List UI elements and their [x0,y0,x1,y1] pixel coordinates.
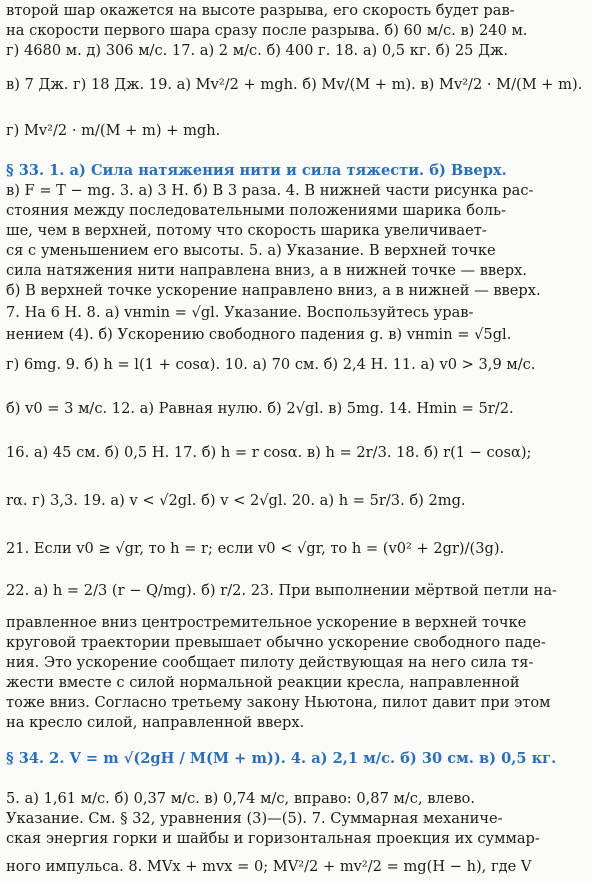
text-line: г) 6mg. 9. б) h = l(1 + cosα). 10. а) 70 см. б) 2,4 Н. 11. а) v0 > 3,9 м/с. [6,356,536,373]
text-line: на кресло силой, направленной вверх. [6,714,305,731]
text-line: ше, чем в верхней, потому что скорость шарика увеличивает- [6,222,487,239]
text-line: rα. г) 3,3. 19. а) v < √2gl. б) v < 2√gl. 20. а) h = 5r/3. б) 2mg. [6,492,466,509]
text-line: ся с уменьшением его высоты. 5. а) Указание. В верхней точке [6,242,496,259]
text-line: 16. а) 45 см. б) 0,5 Н. 17. б) h = r cosα. в) h = 2r/3. 18. б) r(1 − cosα); [6,444,532,461]
text-line: тоже вниз. Согласно третьему закону Ньютона, пилот давит при этом [6,694,551,711]
text-line: второй шар окажется на высоте разрыва, его скорость будет рав- [6,2,515,19]
text-line: 22. а) h = 2/3 (r − Q/mg). б) r/2. 23. При выполнении мёртвой петли на- [6,582,557,599]
text-line: в) F = T − mg. 3. а) 3 Н. б) В 3 раза. 4. В нижней части рисунка рас- [6,182,534,199]
text-line: нением (4). б) Ускорению свободного падения g. в) vнmin = √5gl. [6,326,512,343]
text-line: г) 4680 м. д) 306 м/с. 17. а) 2 м/с. б) 400 г. 18. а) 0,5 кг. б) 25 Дж. [6,42,509,59]
text-line: стояния между последовательными положениями шарика боль- [6,202,506,219]
section-33-first-line: § 33. 1. а) Сила натяжения нити и сила тяжести. б) Вверх. [6,162,507,179]
text-line: 7. На 6 Н. 8. а) vнmin = √gl. Указание. Воспользуйтесь урав- [6,304,474,321]
text-line: правленное вниз центростремительное ускорение в верхней точке [6,614,527,631]
text-line: ния. Это ускорение сообщает пилоту действующая на него сила тя- [6,654,534,671]
text-line: ного импульса. 8. MVx + mvx = 0; MV²/2 + mv²/2 = mg(H − h), где V [6,858,532,875]
text-line: на скорости первого шара сразу после разрыва. б) 60 м/с. в) 240 м. [6,22,528,39]
text-line: ская энергия горки и шайбы и горизонтальная проекция их суммар- [6,830,540,847]
text-line: г) Mv²/2 · m/(M + m) + mgh. [6,122,221,139]
text-line: Указание. См. § 32, уравнения (3)—(5). 7. Суммарная механиче- [6,810,503,827]
text-line: круговой траектории превышает обычно ускорение свободного паде- [6,634,546,651]
text-line: сила натяжения нити направлена вниз, а в нижней точке — вверх. [6,262,527,279]
section-34-first-line: § 34. 2. V = m √(2gH / M(M + m)). 4. а) 2,1 м/с. б) 30 см. в) 0,5 кг. [6,750,557,767]
text-line: жести вместе с силой нормальной реакции кресла, направленной [6,674,520,691]
text-line: б) В верхней точке ускорение направлено вниз, а в нижней — вверх. [6,282,541,299]
text-line: 21. Если v0 ≥ √gr, то h = r; если v0 < √gr, то h = (v0² + 2gr)/(3g). [6,540,505,557]
text-line: 5. а) 1,61 м/с. б) 0,37 м/с. в) 0,74 м/с, вправо: 0,87 м/с, влево. [6,790,475,807]
text-line: в) 7 Дж. г) 18 Дж. 19. а) Mv²/2 + mgh. б) Mv/(M + m). в) Mv²/2 · M/(M + m). [6,76,583,93]
text-line: б) v0 = 3 м/с. 12. а) Равная нулю. б) 2√gl. в) 5mg. 14. Hmin = 5r/2. [6,400,514,417]
